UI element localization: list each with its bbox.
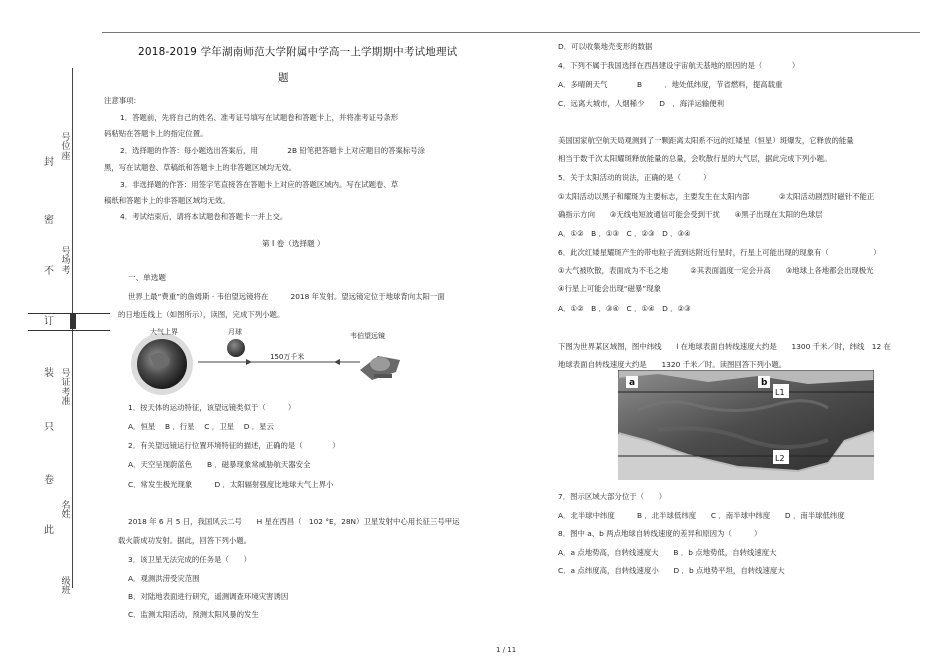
passage-text: 美国国家航空航天局观测到了一颗距离太阳系不远的红矮星（恒星）斑爆发，它释放的能量 [558, 136, 854, 145]
moon-label: 月球 [228, 328, 242, 336]
seal-char: 卷 [44, 475, 54, 486]
passage-text: 载火箭成功发射。据此，回答下列小题。 [118, 536, 252, 545]
telescope-position-figure [128, 326, 408, 398]
distance-label: 150万千米 [270, 353, 305, 361]
notes-line: 稿纸和答题卡上的非答题区域均无效。 [104, 196, 230, 205]
question-options: A．恒星 B ．行星 C ．卫星 D ．星云 [128, 422, 274, 431]
latitude-l2-label: L2 [775, 454, 785, 463]
notes-line: 黑，写在试题卷、草稿纸和答题卡上的非答题区域均无效。 [104, 163, 297, 172]
seal-char: 封 [44, 157, 54, 168]
seal-char: 装 [44, 368, 54, 379]
seat-number-label: 号位座 [61, 133, 71, 162]
question-options: A．a 点地势高，自转线速度大 B ．b 点地势低，自转线速度大 [558, 548, 777, 557]
notes-line: 4．考试结束后，请将本试题卷和答题卡一并上交。 [120, 212, 288, 221]
notes-line: 3．非选择题的作答：用签字笔直接答在答题卡上对应的答题区域内。写在试题卷、草 [120, 180, 399, 189]
question-options: A．北半球中纬度 B ．北半球低纬度 C ．南半球中纬度 D ．南半球低纬度 [558, 511, 845, 520]
question-text: 2．有关望远镜运行位置环境特征的描述，正确的是（ ） [128, 441, 340, 450]
page-title-line2: 题 [278, 72, 289, 84]
atmosphere-label: 大气上界 [150, 328, 178, 336]
point-b-label: b [761, 378, 768, 388]
notes-line: 码粘贴在答题卡上的指定位置。 [104, 129, 208, 138]
question-options: ④行星上可能会出现“磁暴”现象 [558, 284, 661, 293]
question-options: A．①② B ．③④ C ．①④ D ．②③ [558, 304, 691, 313]
question-options: C．a 点纬度高，自转线速度小 D ．b 点地势平坦，自转线速度大 [558, 566, 785, 575]
question-options: C．远离大城市，人烟稀少 D ．海洋运输便利 [558, 99, 725, 108]
passage-text: 世界上最“费重”的詹姆斯 · 韦伯望远镜将在 2018 年发射。望远镜定位于地球背向太阳一面 [128, 292, 445, 301]
question-text: 4．下列不属于我国选择在西昌建设宇宙航天基地的原因的是（ ） [558, 61, 800, 70]
arrow-right-icon [334, 359, 340, 365]
notes-line: 1．答题前，先将自己的姓名、准考证号填写在试题卷和答题卡上，并将准考证号条形 [120, 113, 399, 122]
moon-icon [227, 339, 245, 357]
notes-line: 2．选择题的作答：每小题选出答案后，用 2B 铅笔把答题卡上对应题目的答案标号涂 [120, 146, 426, 155]
question-options: A．①② B ．①③ C ．②③ D ．③④ [558, 229, 691, 238]
passage-text: 的日地连线上（如图所示），读图，完成下列小题。 [118, 310, 285, 319]
question-options: A．多晴朗天气 B ．地处低纬度，节省燃料，提高载重 [558, 80, 783, 89]
question-text: 6．此次红矮星耀斑产生的带电粒子流到达附近行星时，行星上可能出现的现象有（ ） [558, 248, 881, 257]
region-map-figure [618, 370, 874, 480]
seal-char: 此 [44, 525, 54, 536]
question-text: 1．按天体的运动特征，该望远镜类似于（ ） [128, 403, 296, 412]
passage-text: 下图为世界某区域图，图中纬线 l 在地球表面自转线速度大约是 1300 千米／时，纬线 12 在 [558, 342, 891, 351]
point-a-label: a [629, 378, 636, 388]
seal-char: 不 [44, 266, 54, 277]
telescope-label: 韦伯望远镜 [350, 332, 385, 340]
question-options: A．天空呈现蔚蓝色 B ．磁暴现象常威胁航天器安全 [128, 460, 311, 469]
exam-room-label: 号场考 [61, 247, 71, 276]
latitude-l1-label: L1 [775, 388, 785, 397]
page-title-line1: 2018-2019 学年湖南师范大学附属中学高一上学期期中考试地理试 [138, 46, 458, 58]
question-options: 确指示方向 ③无线电短波通信可能会受到干扰 ④黑子出现在太阳的色球层 [558, 210, 823, 219]
admission-number-label: 号证考准 [61, 369, 71, 408]
question-options: B．对陆地表面进行研究，遥测调查环境灾害诱因 [128, 592, 289, 601]
notes-heading: 注意事项: [104, 96, 137, 105]
page-number: 1 / 11 [496, 646, 517, 654]
question-options: C．常发生极光现象 D ．太阳辐射强度比地球大气上界小 [128, 480, 334, 489]
seal-char: 只 [44, 422, 54, 433]
question-options: ①太阳活动以黑子和耀斑为主要标志，主要发生在太阳内部 ②太阳活动剧烈时磁针不能正 [558, 192, 875, 201]
arrow-left-icon [246, 359, 252, 365]
class-label: 级班 [61, 577, 71, 597]
telescope-icon [360, 356, 400, 380]
binding-box [28, 313, 110, 331]
passage-text: 2018 年 6 月 5 日，我国风云二号 H 星在西昌（ 102 °E，28N）卫星发射中心用长征三号甲运 [128, 517, 460, 526]
question-options: C．监测太阳活动，预测太阳风暴的发生 [128, 610, 259, 619]
passage-text: 地球表面自转线速度大约是 1320 千米／时。读图回答下列小题。 [558, 360, 787, 369]
question-options: D．可以收集地壳变形的数据 [558, 42, 653, 51]
question-text: 3．该卫星无法完成的任务是（ ） [128, 555, 251, 564]
question-text: 8．图中 a、b 两点地球自转线速度的差异和原因为（ ） [558, 529, 762, 538]
seal-char: 订 [44, 316, 54, 327]
question-options: ①大气被吹散，表面成为不毛之地 ②其表面温度一定会升高 ③地球上各地都会出现极光 [558, 266, 874, 275]
question-text: 5．关于太阳活动的说法，正确的是（ ） [558, 173, 711, 182]
top-rule [102, 32, 920, 33]
name-label: 名姓 [61, 501, 71, 521]
passage-text: 相当于数千次太阳耀斑释放能量的总量，会吹散行星的大气层，据此完成下列小题。 [558, 154, 832, 163]
seal-char: 密 [44, 215, 54, 226]
section-heading: 一、单选题 [128, 273, 166, 282]
question-options: A．观测洪涝受灾范围 [128, 574, 200, 583]
question-text: 7．图示区域大部分位于（ ） [558, 492, 667, 501]
volume-heading: 第 Ⅰ 卷（选择题 ） [262, 239, 325, 248]
